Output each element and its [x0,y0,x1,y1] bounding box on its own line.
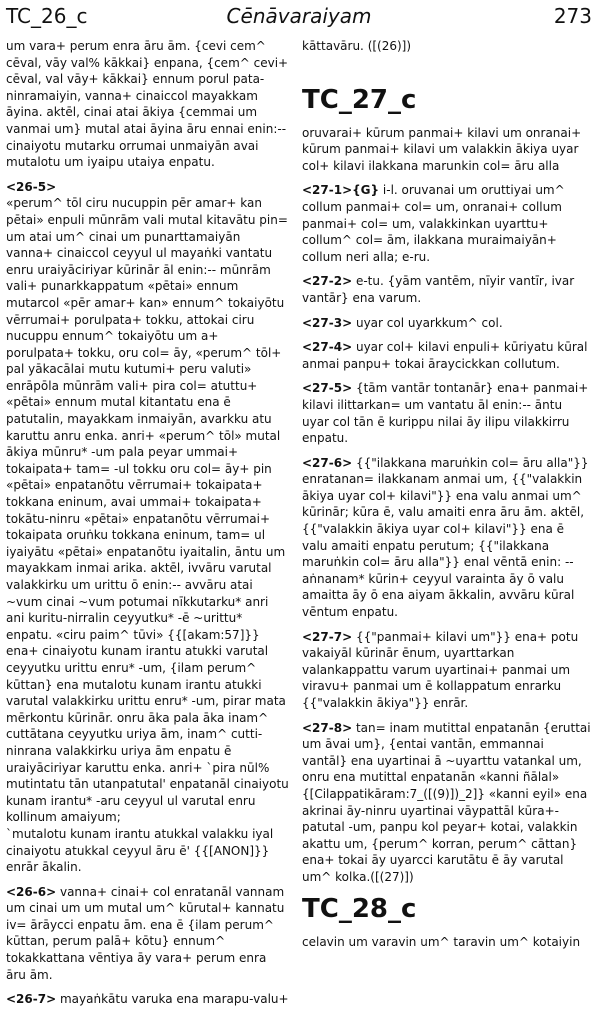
paragraph: um vara+ perum enra āru ām. {cevi cem^ cēval, vāy val% kākkai} enpana, {cem^ cevi+ cēval, val vāy+ kākkai} ennum porul pata-ninramaiyin, vanna+ cinaiccol mayakkam āyina. aktēl, cinai atai ākiya {cemmai um vanmai um} mutal atai āyina āru ennai enin:-- cinaiyotu mutarku orrumai unmaiyān avai mutalotu um iyaipu utaiya enpatu. [6,39,289,170]
entry-text: uyar col+ kilavi enpuli+ kūriyatu kūral anmai panpu+ tokai āraycickkan collutum. [302,340,588,371]
commentary-entry [302,720,592,886]
entry-label: <27-1>{G} [302,183,380,198]
page-number: 273 [553,4,592,28]
entry-label: <26-5> [6,179,57,194]
entry-label: <27-2> [302,274,353,289]
entry-label: <27-4> [302,340,353,355]
entry-label: <27-8> [302,720,353,735]
entry-text: mayaṅkātu varuka ena marapu-valu+ [59,992,289,1007]
running-header [6,2,592,30]
commentary-entry [302,339,592,372]
paragraph: kāttavāru. ([(26)]) [302,39,412,53]
commentary-entry [6,884,289,984]
entry-label: <27-7> [302,629,353,644]
header-book-title: Cēnāvaraiyam [226,4,372,28]
commentary-entry [302,629,592,712]
entry-text: tan= inam mutittal enpatanān {eruttai um āvai um}, {entai vantān, emmannai vantāl} ena uyartinai ā ~uyarttu vatankal um, onru ena mutittal enpatanān «kanni ñālal» {[Cilappatikāram:7_([(9)])_2]} «kanni eyil» ena akrinai āy-ninru uyartinai vāypattāl kūra+-patutal -um, panpu kol peyar+ kotai, valakkin akattu um, {perum^ korran, perum^ cāttan} ena+ tokai āy uyarcci karutātu ē āy varutal um^ kolka.([(27)]) [302,720,591,884]
commentary-entry [302,182,592,265]
entry-label: <27-5> [302,381,353,396]
sutra-text: celavin um varavin um^ taravin um^ kotaiyin [302,934,581,949]
commentary-entry [302,380,592,446]
section-heading: TC_28_c [302,893,417,924]
entry-label: <27-6> [302,455,353,470]
commentary-entry [302,455,592,621]
entry-text: {{"ilakkana maruṅkin col= āru alla"}} enratanan= ilakkanam anmai um, {{"valakkin ākiya uyar col+ kilavi"}} ena valu anmai um^ kūrinār; kūra ē, valu amaiti enra āru ām. aktēl, {{"valakkin ākiya uyar col+ kilavi"}} ena ē valu amaiti enpatu perutum; {{"ilakkana maruṅkin col= āru alla"}} enal vēntā enin: -- aṅnanam* kūrin+ ceyyul varainta āy ō valu amaitta āy ō ena aiyam ākkalin, avvāru kūral vēntum enpatu. [302,455,589,620]
entry-text: i-l. oruvanai um oruttiyai um^ collum panmai+ col= um, onranai+ collum panmai+ col= um, valakkinkan uyarttu+ collum^ col= ām, ilakkana muraimaiyān+ collum neri alla; e-ru. [302,183,565,264]
entry-label: <26-7> [6,992,57,1007]
right-column [302,38,592,958]
entry-text: «perum^ tōl ciru nucuppin pēr amar+ kan pētai» enpuli mūnrām vali mutal kitavātu pin= um atai um^ cinai um punarttamaiyān vanna+ cinaiccol ceyyul ul mayaṅki vantatu enru uraiyāciriyar kūrinār āl enin:-- mūnrām vali+ punarkkappatum «pētai» ennum mutarcol «pēr amar+ kan» ennum^ tokaiyōtu vērrumai+ porulpata+ tokku, attokai ciru nucuppu ennum^ tokaiyōtu um a+ porulpata+ tokku, oru col= āy, «perum^ tōl+ pal yākacālai mutu kutumi+ peru valuti» enrāpōla mūnrām vali+ pira col= atuttu+ «pētai» ennum mutal kitantatu ena ē patutalin, mayakkam inmaiyān, avarkku atu karuttu anru enka. anri+ «perum^ tōl» mutal ākiya mūnru* -um pala peyar ummai+ tokaipata+ tam= -ul tokku oru col= āy+ pin «pētai» enpatanōtu vērrumai+ tokaipata+ tokkana eninum, avai ummai+ tokaipata+ tokātu-ninru «pētai» enpatanōtu vērrumai+ tokaipata oruṅku tokkana eninum, tam= ul iyaiyātu «pētai» enpatanōtu iyaitalin, āntu um mayakkam inmai arika. aktēl, ivvāru varutal valakkirku um urittu ō enin:-- avvāru atai ~vum cinai ~vum potumai nīkkutarku* anri ani kuritu-nirralin ceyyutku* -ē ~urittu* enpatu. «ciru paim^ tūvi» {{[akam:57]}} ena+ cinaiyotu kunam irantu atukki varutal ceyyutku urittu enru* -um, {ilam perum^ kūttan} ena mutalotu kunam irantu atukki varutal valakkirku urittu enru* -um, pirar mata mērkontu kūrinār. onru āka pala āka inam^ cuttātana ceyyutku uriya ām, inam^ cutti-ninrana valakkirku uriya ām enpatu ē uraiyāciriyar karuttu enka. anri+ `pira nūl% mutintatu tān utanpatutal' enpatanāl cinaiyotu kunam irantu* -aru ceyyul ul varutal enru kollinum amaiyum; `mutalotu kunam irantu atukkal valakku iyal cinaiyotu atukkal ceyyul āru ē' {{[ANON]}} enrār ākalin. [6,196,289,875]
commentary-entry [302,315,592,332]
entry-label: <26-6> [6,884,57,899]
left-column [6,38,289,1016]
commentary-entry [6,991,289,1008]
entry-text: e-tu. {yām vantēm, nīyir vantīr, ivar vantār} ena varum. [302,274,575,305]
entry-text: uyar col uyarkkum^ col. [355,315,503,330]
commentary-entry [302,273,592,306]
section-heading: TC_27_c [302,84,417,115]
entry-label: <27-3> [302,315,353,330]
entry-text: vanna+ cinai+ col enratanāl vannam um cinai um um mutal um^ kūrutal+ kannatu iv= ārāycci enpatu ām. ena ē {ilam perum^ kūttan, perum palā+ kōtu} ennum^ tokakkattana vēntiya āy vara+ perum enra āru ām. [6,884,285,982]
entry-text: {{"panmai+ kilavi um"}} ena+ potu vakaiyāl kūrinār ēnum, uyarttarkan valankappattu varum uyartinai+ panmai um viravu+ panmai um ē kollappatum enrarku {{"valakkin ākiya"}} enrār. [302,629,579,710]
header-section-id: TC_26_c [6,4,88,28]
sutra-text: oruvarai+ kūrum panmai+ kilavi um onranai+ kūrum panmai+ kilavi um valakkin ākiya uyar col+ kilavi ilakkana marunkin col= āru alla [302,125,582,173]
commentary-entry [6,179,289,876]
entry-text: {tām vantār tontanār} ena+ panmai+ kilavi ilittarkan= um vantatu āl enin:-- āntu uyar col tān ē kurippu nilai āy ilipu vilakkirru enpatu. [302,381,589,446]
